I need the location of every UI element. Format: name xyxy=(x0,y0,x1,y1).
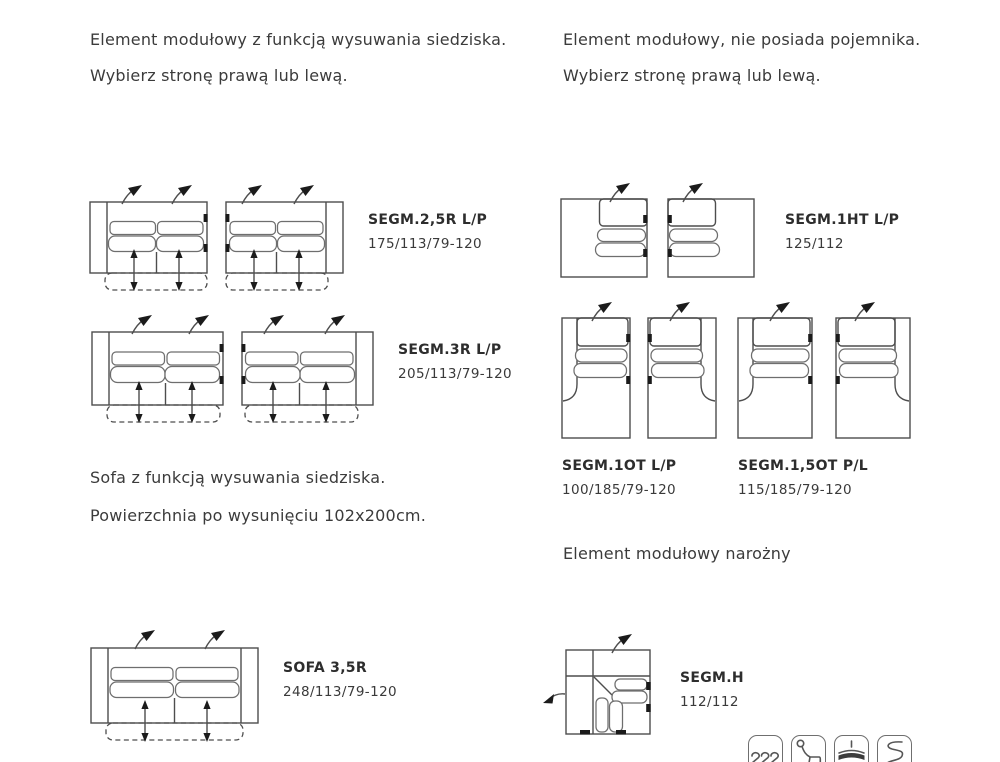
segm25r-dims: 175/113/79-120 xyxy=(368,236,483,252)
wave-spring-icon xyxy=(877,735,912,762)
segmh-diagram xyxy=(543,634,651,735)
sofa35r-name: SOFA 3,5R xyxy=(283,660,367,676)
intro-left-line1: Element modułowy z funkcją wysuwania siedziska. xyxy=(90,30,507,49)
intro-right-line2: Wybierz stronę prawą lub lewą. xyxy=(563,66,821,85)
segm1ht-diagram xyxy=(561,183,754,277)
intro-right-line1: Element modułowy, nie posiada pojemnika. xyxy=(563,30,921,49)
high-leg-icon xyxy=(791,735,826,762)
segm3r-diagram xyxy=(92,315,373,423)
segm15ot-name: SEGM.1,5OT P/L xyxy=(738,458,869,474)
segmh-dims: 112/112 xyxy=(680,694,739,710)
segmh-label xyxy=(680,670,744,710)
segm3r-name: SEGM.3R L/P xyxy=(398,342,502,358)
segm25r-label xyxy=(368,212,487,252)
segm25r-name: SEGM.2,5R L/P xyxy=(368,212,488,228)
sofa-note-line1: Sofa z funkcją wysuwania siedziska. xyxy=(90,468,386,487)
segm15ot-dims: 115/185/79-120 xyxy=(738,482,853,498)
segm15ot-diagram xyxy=(738,302,910,438)
sofa35r-diagram xyxy=(91,630,258,742)
segm1ht-name: SEGM.1HT L/P xyxy=(785,212,900,228)
segm3r-label xyxy=(398,342,512,382)
segm1ht-dims: 125/112 xyxy=(785,236,844,252)
segm1ot-name: SEGM.1OT L/P xyxy=(562,458,677,474)
intro-left-line2: Wybierz stronę prawą lub lewą. xyxy=(90,66,348,85)
segm1ot-diagram xyxy=(562,302,716,438)
sofa35r-dims: 248/113/79-120 xyxy=(283,684,398,700)
segm1ot-dims: 100/185/79-120 xyxy=(562,482,677,498)
segm25r-diagram xyxy=(90,185,343,291)
segm1ht-label xyxy=(785,212,899,252)
segm3r-dims: 205/113/79-120 xyxy=(398,366,513,382)
segmh-name: SEGM.H xyxy=(680,670,744,686)
segm15ot-label xyxy=(738,458,868,498)
sofa35r-label xyxy=(283,660,397,700)
corner-section-heading: Element modułowy narożny xyxy=(563,544,791,563)
seat-cushion-icon xyxy=(834,735,869,762)
segm1ot-label xyxy=(562,458,676,498)
sofa-note-line2: Powierzchnia po wysunięciu 102x200cm. xyxy=(90,506,427,525)
coil-springs-icon xyxy=(748,735,783,762)
